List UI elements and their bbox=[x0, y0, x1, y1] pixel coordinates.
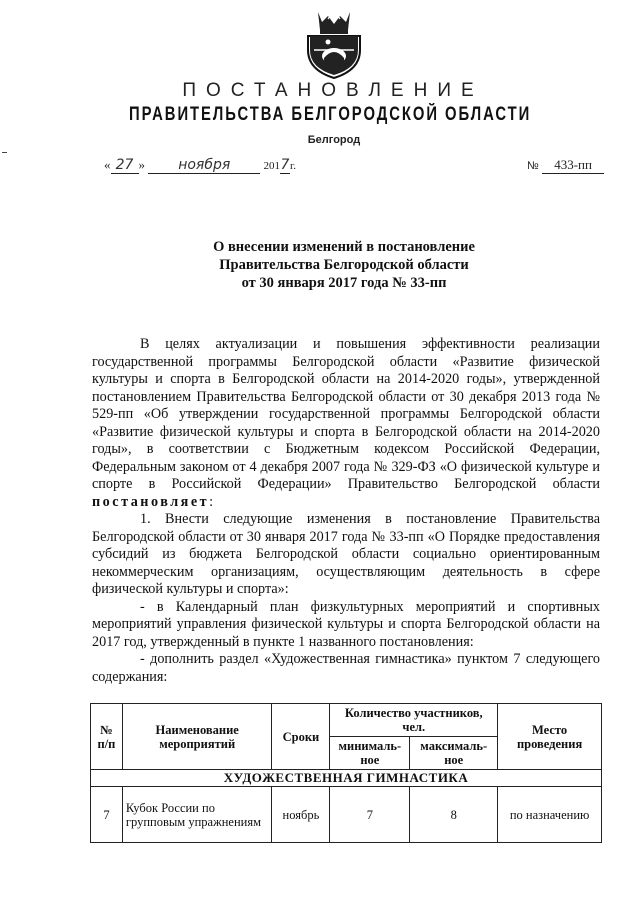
government-heading: ПРАВИТЕЛЬСТВА БЕЛГОРОДСКОЙ ОБЛАСТИ bbox=[129, 104, 532, 125]
title-line: Правительства Белгородской области bbox=[219, 257, 469, 273]
document-number bbox=[527, 157, 604, 174]
table-row bbox=[91, 787, 602, 843]
cell-min: 7 bbox=[330, 787, 410, 843]
title-line: О внесении изменений в постановление bbox=[213, 239, 475, 255]
document-date bbox=[104, 157, 296, 174]
document-title bbox=[0, 238, 640, 292]
title-line: от 30 января 2017 года № 33-пп bbox=[241, 275, 447, 291]
cell-place: по назначению bbox=[498, 787, 602, 843]
date-close-quote: » bbox=[138, 157, 145, 172]
number-label: № bbox=[527, 160, 539, 172]
header-max: максималь-ное bbox=[410, 737, 498, 770]
table-header-row bbox=[91, 704, 602, 737]
section-title: ХУДОЖЕСТВЕННАЯ ГИМНАСТИКА bbox=[91, 770, 602, 787]
events-table bbox=[90, 703, 602, 843]
header-participants: Количество участников, чел. bbox=[330, 704, 498, 737]
header-num: № п/п bbox=[91, 704, 123, 770]
header-place: Место проведения bbox=[498, 704, 602, 770]
paragraph-text: В целях актуализации и повышения эффективности реализации государственной программы Белгородской области «Развитие физической культуры и спорта в Белгородской области на 2014-2020 годы», утвержденной постановлением Правительства Белгородской области от 30 декабря 2013 года № 529-пп «Об утверждении государственной программы Белгородской области «Развитие физической культуры и спорта в Белгородской области на 2014-2020 годы», в соответствии с Бюджетным кодексом Российской Федерации, Федеральным законом от 4 декабря 2007 года № 329-ФЗ «О физической культуре и спорте в Российской Федерации» Правительство Белгородской области bbox=[92, 336, 600, 492]
cell-term: ноябрь bbox=[272, 787, 330, 843]
header-term: Сроки bbox=[272, 704, 330, 770]
city-label: Белгород bbox=[307, 134, 361, 146]
number-value: 433-пп bbox=[542, 157, 604, 174]
date-month: ноября bbox=[148, 157, 260, 174]
cell-name: Кубок России по групповым упражнениям bbox=[122, 787, 272, 843]
resolves-word: постановляет bbox=[92, 493, 210, 510]
resolves-colon: : bbox=[209, 493, 214, 510]
paragraph: - в Календарный план физкультурных мероприятий и спортивных мероприятий управления физической культуры и спорта Белгородской области на 2017 год, утвержденный в пункте 1 названного постановления: bbox=[92, 598, 600, 650]
table-section-row bbox=[91, 770, 602, 787]
margin-mark bbox=[2, 152, 7, 153]
coat-of-arms-emblem bbox=[302, 6, 366, 80]
date-year-suffix: 7 bbox=[280, 157, 290, 173]
document-body bbox=[92, 336, 600, 686]
cell-max: 8 bbox=[410, 787, 498, 843]
header-name: Наименование мероприятий bbox=[122, 704, 272, 770]
header-min: минималь-ное bbox=[330, 737, 410, 770]
document-type-heading: ПОСТАНОВЛЕНИЕ bbox=[182, 80, 484, 101]
date-open-quote: « bbox=[104, 157, 111, 172]
paragraph bbox=[92, 336, 600, 511]
paragraph: 1. Внести следующие изменения в постановление Правительства Белгородской области от 30 января 2017 года № 33-пп «О Порядке предоставления субсидий из бюджета Белгородской области социально ориентированным некоммерческим организациям, осуществляющим деятельность в сфере физической культуры и спорта»: bbox=[92, 511, 600, 597]
cell-num: 7 bbox=[91, 787, 123, 843]
paragraph: - дополнить раздел «Художественная гимнастика» пунктом 7 следующего содержания: bbox=[92, 651, 600, 685]
date-year-prefix: 201 bbox=[263, 160, 280, 172]
date-year-end: г. bbox=[290, 160, 297, 172]
date-day: 27 bbox=[111, 157, 139, 174]
